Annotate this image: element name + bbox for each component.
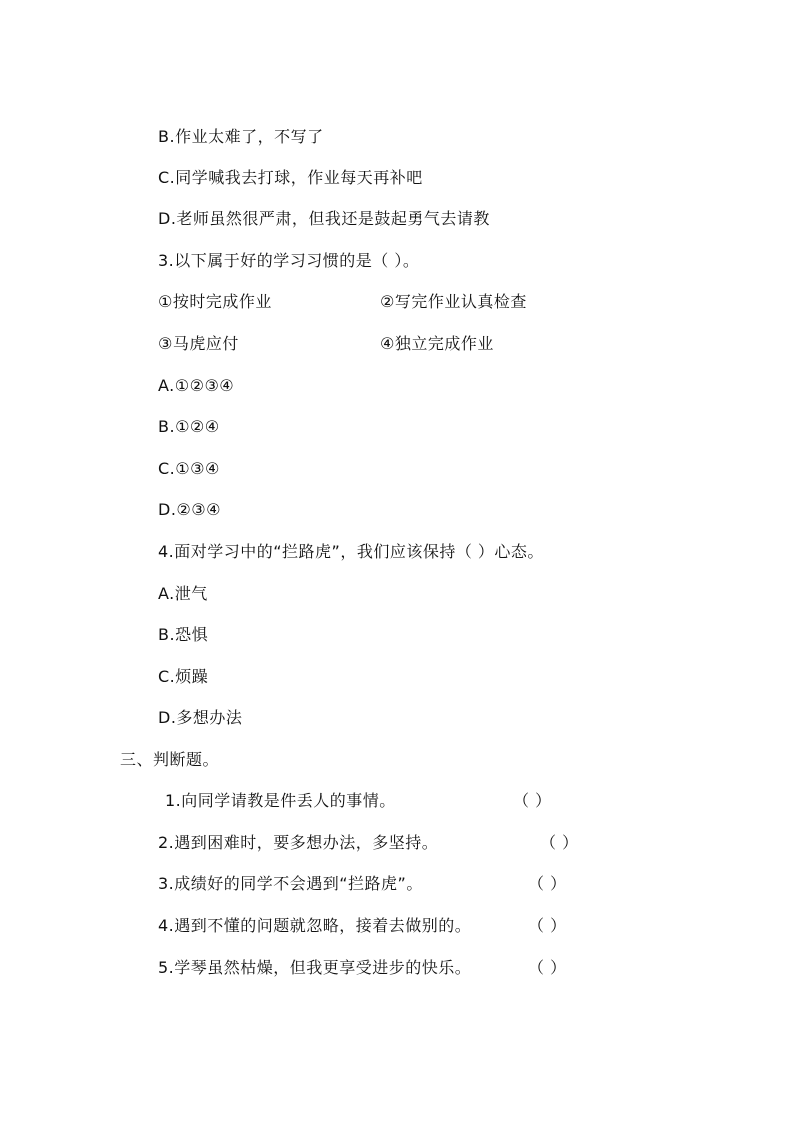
tf-answer-bracket-4[interactable]: （ ） [528, 916, 567, 935]
q3-stem: 3.以下属于好的学习习惯的是（ ）。 [158, 251, 420, 270]
tf-answer-bracket-3[interactable]: （ ） [528, 874, 567, 893]
q4-option-a: A.泄气 [158, 584, 208, 603]
tf-item-2: 2.遇到困难时，要多想办法，多坚持。 [158, 833, 439, 852]
q4-option-b: B.恐惧 [158, 625, 209, 644]
q3-option-b: B.①②④ [158, 417, 220, 436]
q3-option-a: A.①②③④ [158, 376, 235, 395]
tf-item-5: 5.学琴虽然枯燥，但我更享受进步的快乐。 [158, 958, 472, 977]
q3-item-4: ④独立完成作业 [380, 334, 494, 353]
q2-option-d: D.老师虽然很严肃，但我还是鼓起勇气去请教 [158, 209, 490, 228]
tf-item-4: 4.遇到不懂的问题就忽略，接着去做别的。 [158, 916, 472, 935]
section3-title: 三、判断题。 [120, 750, 220, 769]
q2-option-c: C.同学喊我去打球，作业每天再补吧 [158, 168, 423, 187]
q2-option-b: B.作业太难了，不写了 [158, 127, 324, 146]
tf-answer-bracket-2[interactable]: （ ） [540, 833, 579, 852]
q3-option-d: D.②③④ [158, 500, 221, 519]
tf-answer-bracket-5[interactable]: （ ） [528, 958, 567, 977]
q3-item-2: ②写完作业认真检查 [380, 292, 527, 311]
tf-item-1: 1.向同学请教是件丢人的事情。 [165, 791, 396, 810]
q3-item-1: ①按时完成作业 [158, 292, 272, 311]
q3-item-3: ③马虎应付 [158, 334, 239, 353]
tf-answer-bracket-1[interactable]: （ ） [513, 791, 552, 810]
tf-item-3: 3.成绩好的同学不会遇到“拦路虎”。 [158, 874, 423, 893]
q3-option-c: C.①③④ [158, 459, 220, 478]
q4-stem: 4.面对学习中的“拦路虎”，我们应该保持（ ）心态。 [158, 542, 544, 561]
q4-option-c: C.烦躁 [158, 667, 209, 686]
q4-option-d: D.多想办法 [158, 708, 243, 727]
